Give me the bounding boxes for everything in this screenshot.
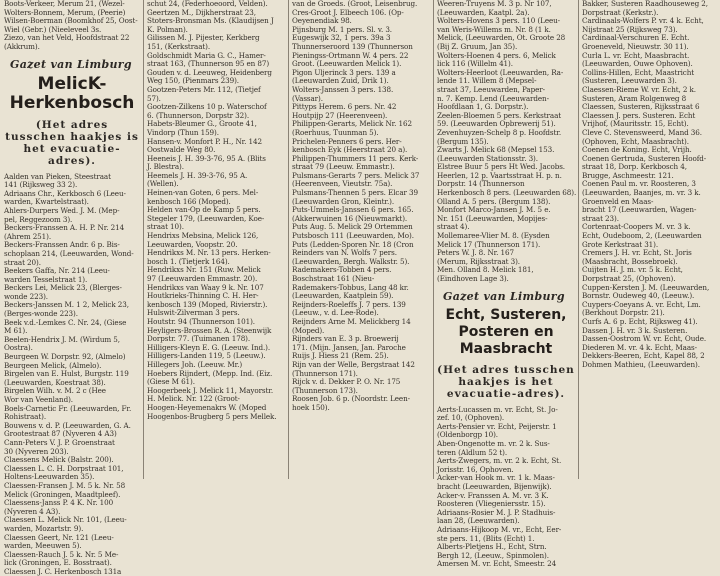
address-entry: Coenen Gertruda, Susteren Hoofd- bbox=[582, 153, 707, 163]
address-entry: Elstree Buur 5 pers Ht Wed. Jacobs. bbox=[437, 162, 565, 172]
address-entry: (Maasbracht, Bossebroek). bbox=[582, 256, 678, 266]
address-entry: kenbosch 139 (Moped, Rivierstr.). bbox=[147, 299, 268, 309]
address-entry: (Thunnerson 171). bbox=[292, 368, 358, 378]
address-entry: (Giese M 61). bbox=[147, 377, 195, 387]
address-entry: 97 (Leeuwarden Emmastr. 20). bbox=[147, 274, 258, 283]
address-entry: Hoogen-Heyemenakrs W. (Moped bbox=[147, 402, 267, 412]
address-entry: Claessen, Susteren, Rijksstraat 6 bbox=[582, 102, 700, 112]
section-intro: (Het adres tusschen haakjes is het evacuatie-adres). bbox=[5, 118, 139, 167]
address-entry: Puts (Ledden-Sporen Nr. 18 (Cron bbox=[292, 239, 414, 249]
address-entry: bracht 17 (Leeuwarden, Wagen- bbox=[582, 205, 697, 215]
address-entry: teren (Aldlum 52 t). bbox=[437, 447, 508, 457]
section-headline bbox=[4, 75, 140, 113]
address-entry: Claessen L. C. H. Dorpstraat 101, bbox=[4, 463, 124, 473]
address-entry: hoek 150). bbox=[292, 402, 330, 412]
address-entry: Amersen M. vr. Echt, Smeestr. 24 bbox=[437, 559, 557, 569]
address-entry: (Leeuwarden Zuid, Drik 1). bbox=[292, 76, 389, 86]
address-entry: Nr. 151 (Leeuwarden, Mopijes- bbox=[437, 213, 548, 223]
address-entry: Grootestraat 87 (Nyveren 4 A3) bbox=[4, 429, 117, 439]
col1-top-lines bbox=[4, 0, 140, 52]
address-entry: Alberts-Pletjens H., Echt, Strn. bbox=[437, 542, 547, 552]
address-entry: Claessen Geert, Nr. 121 (Leeu- bbox=[4, 532, 114, 542]
address-entry: wonde 223). bbox=[4, 291, 48, 301]
address-entry: Wolters-Janssen 3 pers. 138. bbox=[292, 84, 394, 94]
address-entry: 30 (Nyveren 203). bbox=[4, 446, 69, 456]
address-entry: Aerts-Lucassen m. vr. Echt, St. Jo- bbox=[437, 404, 558, 414]
address-entry: Cuppen-Kersten J. M. (Leeuwarden, bbox=[582, 282, 710, 292]
address-entry: Beckers-Franssen Andr. 6 p. Bis- bbox=[4, 240, 120, 250]
address-entry: Geertzen M., Dijkherstraat 23, bbox=[147, 7, 256, 17]
address-entry: (Leeuw., v. d. Lee-Rode). bbox=[292, 308, 379, 318]
headline-line: Posteren en bbox=[458, 323, 554, 340]
headline-line: Maasbracht bbox=[459, 340, 553, 357]
address-entry: Cortenraat-Coopers M. vr. 3 k. bbox=[582, 222, 691, 232]
address-entry: laan 28, (Leeuwarden). bbox=[437, 516, 520, 526]
address-entry: warden Tesselstraat 1). bbox=[4, 274, 88, 284]
address-entry: Hendrikxs M. Nr. 13 pers. Herken- bbox=[147, 248, 271, 258]
address-entry: Zevenhuyzen-Schelp 8 p. Hoofdstr. bbox=[437, 127, 562, 137]
address-entry: Vindorp (Thun 159). bbox=[147, 127, 219, 137]
headline-line: MelicK- bbox=[37, 73, 107, 94]
address-entry: bosch 1. (Tietjerk 164). bbox=[147, 256, 230, 266]
address-entry: Heyligers-Brossen R. A. (Steenwijk bbox=[147, 325, 272, 335]
text-line: (Akkrum). bbox=[4, 41, 40, 51]
address-entry: Beurgeen W. Dorpstr. 92, (Almelo) bbox=[4, 352, 126, 362]
address-entry: Heinen-van Goten, 6 pers. Mel- bbox=[147, 188, 259, 198]
address-entry: Beurgeen Melick, (Almelo). bbox=[4, 360, 102, 370]
address-entry: Dassen J. H. vr. 3 k. Susteren. bbox=[582, 325, 688, 335]
address-entry: 171. (Mijn. Jansen, Jan. Paroche bbox=[292, 342, 406, 352]
address-entry: Bouwens v. d. P. (Leeuwarden, G. A. bbox=[4, 420, 131, 430]
address-entry: Cuijten H. J. m. vr. 5 k. Echt, bbox=[582, 265, 683, 275]
address-entry: Claessen J. C. Herkenbosch 131a bbox=[4, 566, 122, 576]
address-entry: Ruijs J. Hiess 21 (Rem. 25). bbox=[292, 351, 389, 361]
text-line: Wiel (Gebr.) (Nieeleveel 3s. bbox=[4, 24, 102, 34]
address-entry: Gouden v. d. Leeuweg, Heidenberg bbox=[147, 67, 272, 77]
address-entry: Vrijhof, (Mauritsstr. 15, Echt). bbox=[582, 119, 689, 129]
address-entry: Beckers-Janssen M. 1 2, Melick 23, bbox=[4, 300, 129, 310]
address-entry: Beek v.d.-Lemkes C. Nr. 24, (Giese bbox=[4, 317, 127, 327]
address-entry: schut 24, (Federhoeoord, Velden). bbox=[147, 0, 268, 8]
address-entry: Dassen-Oostrom W. vr. Echt, Oude. bbox=[582, 334, 707, 344]
address-entry: Brugge, Aschmeestr. 121. bbox=[582, 170, 674, 180]
address-entry: Beckers-Franssen A. H. P. Nr. 214 bbox=[4, 223, 125, 233]
column-5 bbox=[582, 0, 718, 479]
address-entry: Rohistraat). bbox=[4, 412, 47, 422]
address-entry: Eugeswijk 32, 1 pers. 39a 3 bbox=[292, 33, 391, 43]
section-headline bbox=[437, 307, 575, 358]
address-entry: Monfort Marco-Jansen J. M. 5 e. bbox=[437, 205, 551, 215]
address-entry: Reijnders Arne M. Melickberg 14 bbox=[292, 316, 411, 326]
address-entry: Puts-Ummels-Janssen 6 pers. 165. bbox=[292, 205, 414, 215]
address-entry: bracht (Leeuwarden, Bijenwijk). bbox=[437, 481, 552, 491]
address-entry: Stoters-Bronsman Ms. (Klaudijsen J bbox=[147, 16, 274, 26]
address-entry: (Susteren, Leeuwarden 3). bbox=[582, 76, 677, 86]
address-entry: Olland A. 5 pers. (Bergum 138). bbox=[437, 196, 551, 206]
address-entry: Gootzen-Peters Mr. 112, (Tietjef bbox=[147, 84, 261, 94]
address-entry: Herkenbosch 8 pers. (Leeuwarden 68). bbox=[437, 188, 577, 198]
address-entry: Hoogenbos-Brugberg 5 pers Mellek. bbox=[147, 411, 277, 421]
address-entry: Roosen Job. 6 p. (Noordstr. Leen- bbox=[292, 394, 410, 404]
address-entry: Melick 17 (Thunnerson 171). bbox=[437, 239, 541, 249]
address-entry: straat 23). bbox=[582, 213, 619, 223]
address-entry: (Thunnerson 173). bbox=[292, 385, 358, 395]
address-entry: (Berkhout Dorpstr. 21). bbox=[582, 308, 665, 318]
address-entry: Dorpstraat (Kerkstr.). bbox=[582, 7, 659, 17]
address-entry: n. 7. Kemp. Lend (Leeuwarden- bbox=[437, 93, 549, 103]
address-entry: lick (Groningen, E. Bosstraat). bbox=[4, 558, 112, 568]
address-entry: Claessen-Rauch J. 5 k. Nr. 5 Me- bbox=[4, 549, 119, 559]
address-entry: Holtens-Leeuwarden 35). bbox=[4, 472, 95, 482]
address-entry: (Moped). bbox=[292, 325, 325, 335]
address-entry: Birgelen Wilh. v. M. 2 c (Hee bbox=[4, 386, 106, 396]
address-entry: Rijck v. d. Dekker P. O. Nr. 175 bbox=[292, 377, 401, 387]
address-entry: Coenen de Koning. Echt, Vrijh. bbox=[582, 145, 692, 155]
address-entry: Claessen-Rieme W. vr. Echt, 2 k. bbox=[582, 84, 696, 94]
address-entry: Roosteren (Vliegeniersstr. 15). bbox=[437, 499, 546, 509]
address-entry: Hillegers Joh. (Leeuw. Mr.) bbox=[147, 359, 243, 369]
address-entry: Aben-Ongenotte m. vr. 2 k. Sus- bbox=[437, 438, 550, 448]
address-entry: Zeelen-Bloemen 5 pers. Kerkstraat bbox=[437, 110, 562, 120]
address-entry: Reinders van N. Wolfs 7 pers. bbox=[292, 248, 397, 258]
address-entry: Oostra). bbox=[4, 343, 33, 353]
address-list bbox=[437, 406, 575, 569]
address-entry: (Leeuwarden, Ouwe Ophoven). bbox=[582, 59, 693, 69]
address-entry: Hulswit-Zilverman 3 pers. bbox=[147, 308, 240, 318]
address-entry: Birgelen van E. Hulst, Burgstr. 119 bbox=[4, 369, 129, 379]
address-entry: 59. (Leeuwarden Opbrewerij 51). bbox=[437, 119, 556, 129]
address-entry: Mollemaree-Vlier M. 8. (Eysden bbox=[437, 231, 550, 241]
address-entry: Beelen-Hendrix J. M. (Wirdum 5, bbox=[4, 334, 120, 344]
address-entry: Dekkers-Beeren, Echt, Kapel 88, 2 bbox=[582, 351, 705, 361]
address-entry: Collins-Hillen, Echt, Maastricht bbox=[582, 67, 695, 77]
address-entry: K. Polman). bbox=[147, 24, 188, 34]
address-entry: 141 (Rijksweg 33 2). bbox=[4, 180, 78, 190]
column-1 bbox=[4, 0, 140, 576]
address-entry: Heerlen, 12 p. Vaartsstraat H. p. n. bbox=[437, 170, 562, 180]
address-entry: Hendrikxs Nr. 151 (Ruw. Melick bbox=[147, 265, 261, 275]
address-entry: Aerts-Pensier vr. Echt, Peijerstr. 1 bbox=[437, 421, 557, 431]
section-masthead: Gazet van Limburg bbox=[10, 57, 132, 71]
address-entry: (Bij Z. Gruum, Jan 35). bbox=[437, 41, 518, 51]
address-entry: Cardinaal-Verschuren E. Echt. bbox=[582, 33, 690, 43]
address-entry: straat 18, Dorp. Kerkbosch 4, bbox=[582, 162, 687, 172]
address-entry: Beekers Gaffa, Nr. 214 (Leeu- bbox=[4, 266, 110, 276]
address-entry: H. Melick. Nr. 122 (Groot- bbox=[147, 394, 240, 404]
address-entry: (Leeuwarden Stationsstr. 3). bbox=[437, 153, 538, 163]
address-entry: Wor van Veenland). bbox=[4, 395, 73, 404]
address-entry: Weg 150, (Pienmars 239). bbox=[147, 76, 239, 86]
column-divider bbox=[578, 0, 579, 479]
address-entry: Putsbosch 111 (Leeuwarden, Mo). bbox=[292, 231, 414, 241]
address-entry: Dorpstr. 77. (Tuimanen 178). bbox=[147, 334, 251, 344]
address-entry: Claessen-Fransen J. M. 5 k. Nr. 58 bbox=[4, 480, 126, 490]
address-entry: lick 116 (Willelm 41). bbox=[437, 59, 513, 69]
address-entry: Claessen L. Melick Nr. 101, (Leeu- bbox=[4, 515, 127, 525]
address-entry: (Wellen). bbox=[147, 179, 179, 189]
address-entry: Leeuwarden, Voopstr. 20. bbox=[147, 239, 238, 249]
address-entry: Acker-van Hook m. vr. 1 k. Maas- bbox=[437, 473, 555, 483]
address-entry: Ahlers-Durpers Wed. J. M. (Mep- bbox=[4, 205, 120, 215]
address-entry: straat 20). bbox=[4, 257, 41, 267]
address-entry: Susteren, Aram Rolgenweg 8 bbox=[582, 93, 687, 103]
address-entry: straat 37, Leeuwarden, Paper- bbox=[437, 84, 545, 94]
column-3 bbox=[292, 0, 430, 479]
address-entry: Acker-v. Franssen A. M. vr. 3 K. bbox=[437, 490, 549, 500]
address-entry: Prichelen-Penners 6 pers. Her- bbox=[292, 136, 402, 146]
address-entry: Habets-Bleumer G., Groote 41, bbox=[147, 119, 257, 129]
address-entry: (Ophoven, Echt, Maasbracht). bbox=[582, 136, 689, 146]
address-entry: Wolters-Hoenen 4 pers. 6, Melick bbox=[437, 50, 556, 60]
address-list bbox=[582, 0, 718, 370]
address-entry: (Vassar). bbox=[292, 93, 323, 103]
address-entry: Melick (Groningen, Maadtpleef). bbox=[4, 489, 121, 499]
address-entry: (Merum, Rijksstraat 3). bbox=[437, 256, 520, 266]
address-entry: Dorpstr. 14 (Thunnerson bbox=[437, 179, 525, 189]
address-entry: straat 4). bbox=[437, 222, 470, 232]
address-entry: Hoogerbeek J. Melick 11, Mayorstr. bbox=[147, 385, 274, 395]
address-entry: Pigon Uljerinck 3 pers. 139 a bbox=[292, 67, 396, 77]
address-entry: Cann-Peters V. J. P. Groenstraat bbox=[4, 437, 115, 447]
section-intro: (Het adres tusschen haakjes is het evacuatie-adres). bbox=[437, 363, 575, 400]
address-entry: Hilligers-Kleyn E. G. (Leeuw. Ind.). bbox=[147, 342, 271, 352]
address-entry: Claessen J. pers. Susteren. Echt bbox=[582, 110, 696, 120]
address-entry: straat 79 (Leeuw. Emmastr.). bbox=[292, 162, 395, 172]
address-entry: Bornstr. Oudeweg 40, (Leeuw.). bbox=[582, 291, 695, 301]
address-entry: M 61). bbox=[4, 326, 28, 336]
address-entry: Curfs A. 6 p. Echt, Rijksweg 41). bbox=[582, 316, 698, 326]
address-entry: Jorisstr. 16, Ophoven. bbox=[437, 464, 514, 474]
address-entry: van de Groeds. (Groot, Leisenbrug. bbox=[292, 0, 418, 8]
address-entry: (Leeuwarden, Kaatpl. 2a). bbox=[437, 7, 530, 17]
address-entry: 151, (Kerkstraat). bbox=[147, 41, 211, 51]
column-4 bbox=[437, 0, 577, 569]
address-entry: (Eindhoven Lage 3). bbox=[437, 274, 509, 283]
address-entry: Grote Kerkstraat 31). bbox=[582, 239, 659, 249]
address-entry: Groenveld en Maas- bbox=[582, 196, 654, 206]
address-entry: 6. (Thunnerson, Dorpstr 32). bbox=[147, 110, 250, 120]
address-list bbox=[4, 173, 140, 576]
address-entry: ste pers. 11, (Blits (Echt) 1. bbox=[437, 533, 535, 543]
column-divider bbox=[143, 0, 144, 479]
address-entry: Gilissen M. J. Pijester, Kerkberg bbox=[147, 33, 260, 43]
address-entry: Wolters-Heerloot (Leeuwarden, Ra- bbox=[437, 67, 564, 77]
address-entry: Oeyenendiak 98. bbox=[292, 16, 352, 26]
address-entry: lende 11. Willem 8 (Mepsel- bbox=[437, 76, 537, 86]
address-entry: Bergh 12, (Leeuw., Spinmolen). bbox=[437, 550, 549, 560]
address-entry: Men. Olland 8. Melick 181, bbox=[437, 265, 534, 275]
address-entry: straat 10). bbox=[147, 222, 184, 232]
address-entry: Thunnerseroord 139 (Thunnerson bbox=[292, 41, 413, 51]
address-entry: Boels-Carnetic Fr. (Leeuwarden, Fr. bbox=[4, 403, 132, 413]
address-entry: Dorpstraat 25, (Ophoven). bbox=[582, 274, 676, 283]
address-entry: Dohmen Mathieu, (Leeuwarden). bbox=[582, 359, 700, 369]
address-entry: (Oldenborgp 10). bbox=[437, 430, 498, 440]
address-entry: Coenen Paul m. vr. Roosteren, 3 bbox=[582, 179, 696, 189]
address-entry: Heemels J. H. 39-3-76, 95 A. bbox=[147, 170, 248, 180]
address-entry: Pulsmans-Thennen 5 pers. Elcar 39 bbox=[292, 188, 418, 198]
address-entry: (Leeuwarden Gron, Kleintr.). bbox=[292, 196, 395, 206]
address-entry: Hansen-v. Monfort P. H., Nr. 142 bbox=[147, 136, 262, 146]
address-entry: Gootzen-Zilkens 10 p. Waterschof bbox=[147, 102, 267, 112]
address-entry: Wolters-Hovens 3 pers. 110 (Leeu- bbox=[437, 16, 560, 26]
address-entry: Adriaans Chr., Kerkbosch 6 (Leeu- bbox=[4, 188, 126, 198]
address-entry: Groeneveld, Nieuwstr. 30 11). bbox=[582, 41, 689, 51]
address-entry: Hilligers-Landen 119, 5 (Leeuw.). bbox=[147, 351, 266, 361]
address-list bbox=[147, 0, 285, 421]
address-entry: Curla L. vr. Echt, Maasbracht. bbox=[582, 50, 690, 60]
address-entry: Beckers Lei, Melick 23, (Blerges- bbox=[4, 283, 122, 293]
address-entry: Stegeler 179, (Leeuwarden, Koe- bbox=[147, 213, 265, 223]
address-entry: Reijnders-Roeleffs J. 7 pers. 139 bbox=[292, 299, 406, 309]
address-entry: (Bergum 135). bbox=[437, 136, 489, 146]
address-entry: Oostwalde Weg 80. bbox=[147, 145, 216, 155]
address-entry: straat 163, (Thunnerson 95 en 87) bbox=[147, 59, 270, 69]
address-list bbox=[437, 0, 575, 284]
address-entry: Hendrikxs van Waay 9 k. Nr. 107 bbox=[147, 282, 264, 292]
address-entry: Cuypers-Coeyans A. vr. Echt, Lm. bbox=[582, 299, 701, 309]
address-entry: Houtkrieks-Thinning C. H. Her- bbox=[147, 291, 259, 301]
column-2 bbox=[147, 0, 285, 479]
address-entry: Rademakers-Tobbus, Lang 48 kr. bbox=[292, 282, 409, 292]
address-entry: (Nyveren 4 A3). bbox=[4, 506, 61, 516]
address-entry: Weeren-Truyens M. 3 p. Nr 107, bbox=[437, 0, 552, 8]
address-entry: Bakker, Susteren Raadhouseweg 2, bbox=[582, 0, 708, 8]
address-entry: Groot. (Leeuwarden Melick 1). bbox=[292, 59, 402, 69]
address-entry: Heeneis J. H. 39-3-76, 95 A. (Blits bbox=[147, 153, 266, 163]
address-entry: warden, Meeuwen 5). bbox=[4, 541, 82, 551]
address-entry: Echt, Oudeboom, 2, (Leeuwarden bbox=[582, 231, 702, 241]
address-entry: Pieningss-Ortmann W. 4 pers. 22 bbox=[292, 50, 409, 60]
address-entry: Claessens-Janss P. 4 K. Nr. 100 bbox=[4, 498, 114, 508]
address-entry: Rijnders van E. 3 p. Broewerij bbox=[292, 334, 399, 344]
address-entry: Cleve C. Stevensweerd, Mand 36. bbox=[582, 127, 702, 137]
address-entry: Hoofdlaan 1, G. Dorpstr.). bbox=[437, 102, 529, 112]
address-entry: 57). bbox=[147, 93, 161, 103]
text-line: Boots-Verkeer, Merum 21, (Wezel- bbox=[4, 0, 125, 8]
address-entry: Adriaans-Rosier M. J. P. Stadhuis- bbox=[437, 507, 556, 517]
address-entry: warden, Mozartstr. 9). bbox=[4, 523, 84, 533]
address-entry: zef. 10, (Ophoven). bbox=[437, 413, 505, 423]
address-entry: Cremers J. H. vr. Echt, St. Joris bbox=[582, 248, 692, 258]
address-entry: (Leeuwarden, Bergh. Walkstr. 5). bbox=[292, 256, 410, 266]
address-entry: Houtstr. 94 (Thunnerson 101). bbox=[147, 316, 255, 326]
address-entry: Philippen-Gerarts, Melick Nr. 162 bbox=[292, 119, 412, 129]
address-entry: Pittyps Herem. 6 pers. Nr. 42 bbox=[292, 102, 397, 112]
text-line: Wolters-Bonnem, Merum, (Peerie) bbox=[4, 7, 126, 17]
address-entry: Nijstraat 25 (Rijksweg 73). bbox=[582, 24, 678, 34]
address-list bbox=[292, 0, 430, 413]
address-entry: Boschstraat 161 (Nieu- bbox=[292, 274, 375, 283]
address-entry: kenbosch Eyk (Heerstraat 20 a). bbox=[292, 145, 408, 155]
text-line: Wilsen-Boerman (Boomkhof 25, Oost- bbox=[4, 16, 138, 26]
address-entry: Aalden van Pieken, Steestraat bbox=[4, 171, 111, 181]
address-entry: Cardinaals-Wolfers P. vr. 4 k. Echt, bbox=[582, 16, 704, 26]
address-entry: Helden van-Op de Kamp 5 pers. bbox=[147, 205, 261, 215]
address-entry: warden, Kwartelstraat). bbox=[4, 197, 89, 207]
address-entry: J. Blestra). bbox=[147, 162, 184, 172]
address-entry: (Leeuwarden, Kaatplein 59). bbox=[292, 291, 394, 301]
address-entry: Hendrixs Mebsina, Melick 126, bbox=[147, 231, 259, 241]
address-entry: Adriaans-Hijkoop M. vr., Echt, Eer- bbox=[437, 524, 562, 534]
address-entry: Pulsmans-Gerarts 7 pers. Melick 37 bbox=[292, 170, 420, 180]
headline-line: Echt, Susteren, bbox=[445, 306, 567, 323]
address-entry: Puts Aug. 5. Melick 29 Ortemmen bbox=[292, 222, 413, 232]
address-entry: (Berges-wonde 223). bbox=[4, 309, 78, 319]
address-entry: kenbosch 166 (Moped). bbox=[147, 196, 231, 206]
address-entry: van Weris-Willems m. Nr. 8 (1 k. bbox=[437, 24, 551, 34]
address-entry: Goldschmidt Maria G. C., Hamer- bbox=[147, 50, 266, 60]
address-entry: (Heerenveen, Vieutstr. 75a). bbox=[292, 179, 393, 189]
address-entry: pel, Reggezoom 3). bbox=[4, 214, 73, 224]
address-entry: Philippen-Thummers 11 pers. Kerk- bbox=[292, 153, 419, 163]
address-entry: Claessens Melick (Balstr. 200). bbox=[4, 455, 114, 465]
headline-line: Herkenbosch bbox=[9, 92, 135, 113]
address-entry: Pijnsburg M. 1 pers. Sl. v. 3. bbox=[292, 24, 392, 34]
address-entry: Melick, (Leeuwarden, Ot. Groote 28 bbox=[437, 33, 566, 43]
address-entry: Rijn van der Welle, Bergstraat 142 bbox=[292, 359, 415, 369]
address-entry: (Leeuwarden, Koestraat 38). bbox=[4, 377, 106, 387]
column-divider bbox=[433, 0, 434, 479]
address-entry: Houtpijp 27 (Heerenveen). bbox=[292, 110, 388, 120]
column-divider bbox=[288, 0, 289, 479]
address-entry: (Ahrem 251). bbox=[4, 231, 52, 241]
address-entry: Diederen M. vr. 4 k. Echt, Maas- bbox=[582, 342, 697, 352]
text-line: Ziezo, van het Veld, Hoofdstraat 22 bbox=[4, 33, 130, 43]
address-entry: Aerts-Zwegers, m. vr. 2 k. Echt, St. bbox=[437, 456, 562, 466]
address-entry: (Akkerwuinen 16 (Nieuwmarkt). bbox=[292, 213, 408, 223]
section-masthead: Gazet van Limburg bbox=[443, 289, 565, 303]
address-entry: (Leeuwarden, Baanjes, m. vr. 3 k. bbox=[582, 188, 701, 198]
address-entry: (Roerhuus, Tuunman 5). bbox=[292, 127, 379, 137]
address-entry: Zwarts J. Melick 68 (Mepsel 153. bbox=[437, 145, 555, 155]
address-entry: Peters W. J. 8. Nr. 167 bbox=[437, 248, 514, 258]
address-entry: Rademakers-Tobben 4 pers. bbox=[292, 265, 392, 275]
address-entry: Hoebers Rijndert, (Mepp. Ind. (Eiz. bbox=[147, 368, 273, 378]
address-entry: schoplaan 214, (Leeuwarden, Wond- bbox=[4, 248, 134, 258]
address-entry: Cres-Groot J. Elbeech 106. (Op- bbox=[292, 7, 404, 17]
